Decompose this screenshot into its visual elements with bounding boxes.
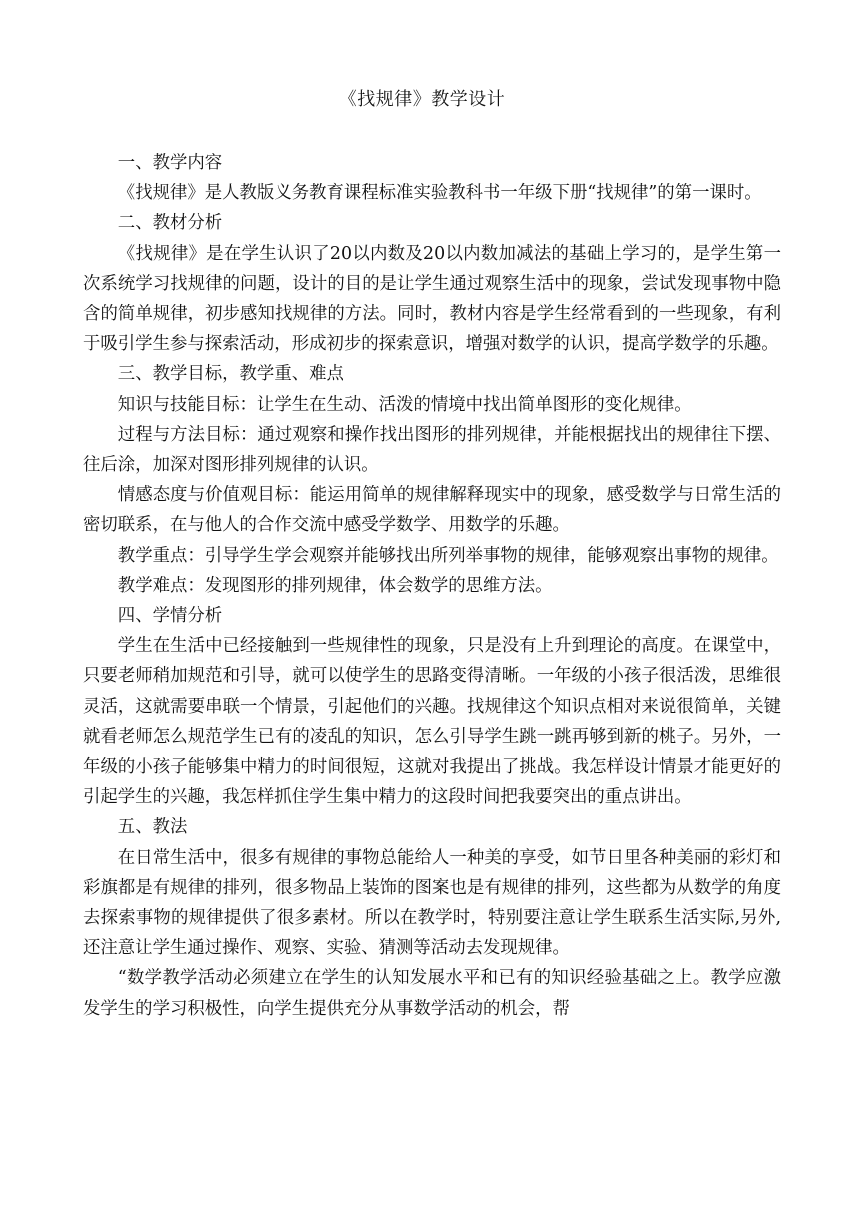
section-heading-textbook-analysis: 二、教材分析: [117, 213, 223, 234]
paragraph-difficult-point: 教学难点：发现图形的排列规律，体会数学的思维方法。: [117, 575, 553, 596]
paragraph-quote: “数学教学活动必须建立在学生的认知发展水平和已有的知识经验基础之上。教学应激发学生的学习积极性，向学生提供充分从事数学活动的机会，帮: [83, 968, 781, 1019]
paragraph-teaching-method: 在日常生活中，很多有规律的事物总能给人一种美的享受，如节日里各种美丽的彩灯和彩旗都是有规律的排列，很多物品上装饰的图案也是有规律的排列，这些都为从数学的角度去探索事物的规律提供了很多素材。所以在教学时，特别要注意让学生联系生活实际,另外,还注意让学生通过操作、观察、实验、猜测等活动去发现规律。: [83, 847, 781, 959]
paragraph-learner-analysis: 学生在生活中已经接触到一些规律性的现象，只是没有上升到理论的高度。在课堂中，只要老师稍加规范和引导，就可以使学生的思路变得清晰。一年级的小孩子很活泼，思维很灵活，这就需要串联一个情景，引起他们的兴趣。找规律这个知识点相对来说很简单，关键就看老师怎么规范学生已有的凌乱的知识，怎么引导学生跳一跳再够到新的桃子。另外，一年级的小孩子能够集中精力的时间很短，这就对我提出了挑战。我怎样设计情景才能更好的引起学生的兴趣，我怎样抓住学生集中精力的这段时间把我要突出的重点讲出。: [83, 636, 781, 808]
document-page: [83, 82, 781, 1024]
paragraph-teaching-content: 《找规律》是人教版义务教育课程标准实验教科书一年级下册“找规律”的第一课时。: [117, 183, 762, 204]
paragraph-emotion-value-goal: 情感态度与价值观目标：能运用简单的规律解释现实中的现象，感受数学与日常生活的密切联系，在与他人的合作交流中感受学数学、用数学的乐趣。: [83, 485, 781, 536]
paragraph-knowledge-skill-goal: 知识与技能目标：让学生在生动、活泼的情境中找出简单图形的变化规律。: [117, 394, 692, 415]
section-heading-objectives: 三、教学目标，教学重、难点: [117, 364, 344, 385]
paragraph-process-method-goal: 过程与方法目标：通过观察和操作找出图形的排列规律，并能根据找出的规律往下摆、往后涂，加深对图形排列规律的认识。: [83, 424, 781, 476]
section-heading-learner-analysis: 四、学情分析: [117, 606, 223, 627]
section-heading-teaching-content: 一、教学内容: [117, 153, 223, 173]
paragraph-key-point: 教学重点：引导学生学会观察并能够找出所列举事物的规律，能够观察出事物的规律。: [117, 545, 779, 566]
section-heading-teaching-method: 五、教法: [117, 817, 188, 838]
document-title: 《找规律》教学设计: [338, 89, 506, 110]
paragraph-textbook-analysis: 《找规律》是在学生认识了20以内数及20以内数加减法的基础上学习的，是学生第一次系统学习找规律的问题，设计的目的是让学生通过观察生活中的现象，尝试发现事物中隐含的简单规律，初步感知找规律的方法。同时，教材内容是学生经常看到的一些现象，有利于吸引学生参与探索活动，形成初步的探索意识，增强对数学的认识，提高学数学的乐趣。: [83, 243, 781, 355]
